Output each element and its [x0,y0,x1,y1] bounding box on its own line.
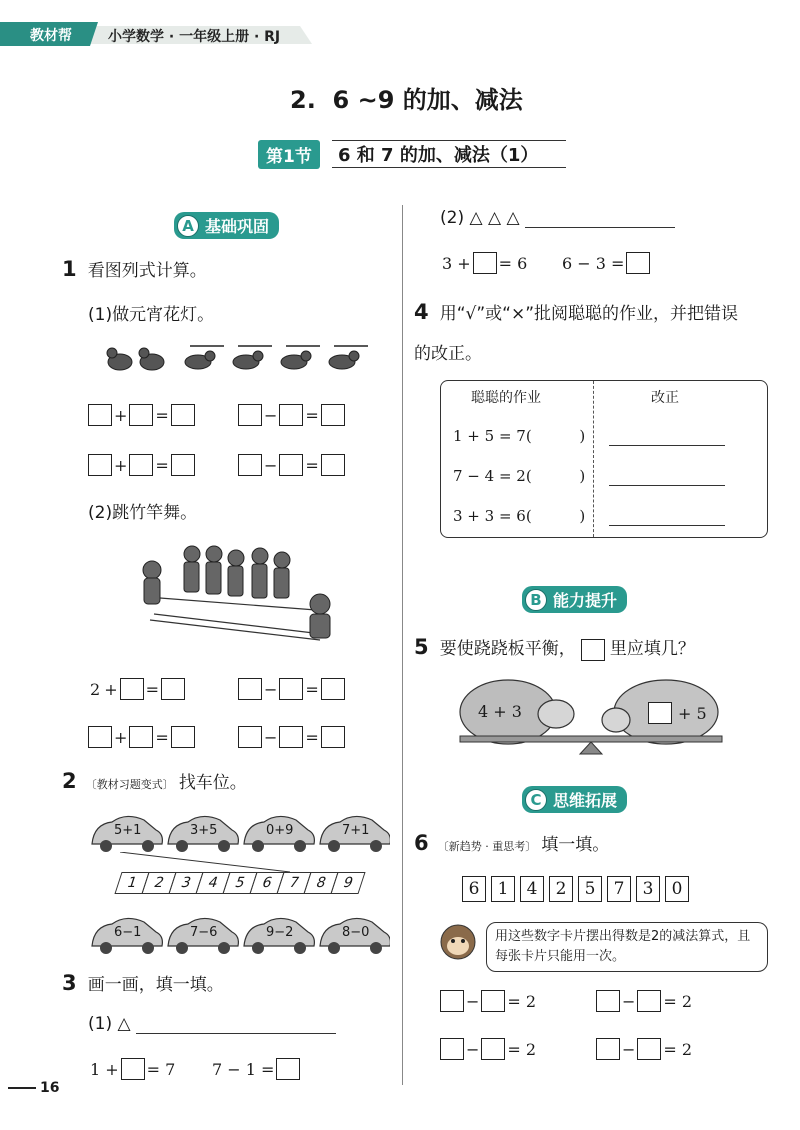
answer-box[interactable] [321,678,345,700]
q1-text: 看图列式计算。 [87,261,207,281]
table-row[interactable]: 1 + 5 = 7( ) [453,427,586,445]
number-card[interactable]: 2 [549,876,573,902]
question-4 [414,294,754,374]
car-label: 0+9 [266,823,294,838]
answer-box[interactable] [121,1058,145,1080]
q1-eq8: − = [238,726,345,748]
homework-table [440,380,768,538]
number-card[interactable]: 5 [578,876,602,902]
answer-box[interactable] [120,678,144,700]
q5-number: 5 [414,635,429,659]
correction-line[interactable] [609,445,725,446]
q6-tag: 〔新趋势 · 重思考〕 [437,840,537,853]
number-card[interactable]: 3 [636,876,660,902]
book-subtitle: 小学数学 · 一年级上册 · RJ [108,29,281,45]
car-label: 6−1 [114,925,142,940]
seesaw-right-expr: + 5 [678,704,707,723]
badge-ability: B 能力提升 [522,586,627,613]
number-card[interactable]: 0 [665,876,689,902]
parking-space[interactable]: 6 [249,872,284,894]
correction-line[interactable] [609,525,725,526]
q4-text: 用“√”或“×”批阅聪聪的作业，并把错误的改正。 [414,304,739,364]
q5-text-a: 要使跷跷板平衡， [439,639,576,659]
monkey-icon [436,920,480,964]
q3-part1: (1) △ [88,1014,336,1034]
q3-eq1: 1 + = 7 [90,1059,176,1079]
hint-bubble: 用这些数字卡片摆出得数是2的减法算式，且每张卡片只能用一次。 [486,922,768,972]
parking-space[interactable]: 4 [195,872,230,894]
car-label: 7+1 [342,823,370,838]
answer-box[interactable] [238,678,262,700]
q3-eq4: 6 − 3 = [560,252,650,274]
q3-text: 画一画，填一填。 [87,975,224,995]
parking-space[interactable]: 8 [303,872,338,894]
section-title: 6 和 7 的加、减法（1） [332,140,566,168]
answer-box[interactable] [171,404,195,426]
answer-box[interactable] [279,726,303,748]
table-header-homework: 聪聪的作业 [471,390,541,406]
question-6 [414,830,609,855]
page-number: 16 [8,1080,59,1096]
answer-box[interactable] [440,990,464,1012]
answer-box[interactable] [481,990,505,1012]
q1-part1-label: (1)做元宵花灯。 [88,305,215,325]
number-card[interactable]: 1 [491,876,515,902]
drawing-line[interactable] [136,1015,336,1034]
q2-number: 2 [62,769,77,793]
answer-box[interactable] [88,404,112,426]
answer-box[interactable] [596,990,620,1012]
answer-box[interactable] [321,454,345,476]
q6-eq1: − = 2 [440,990,538,1012]
answer-box[interactable] [440,1038,464,1060]
badge-thinking: C 思维拓展 [522,786,627,813]
correction-line[interactable] [609,485,725,486]
question-2 [62,768,247,793]
answer-box[interactable] [88,454,112,476]
parking-space[interactable]: 3 [168,872,203,894]
answer-box[interactable] [626,252,650,274]
number-cards [462,876,694,902]
seesaw-left-expr: 4 + 3 [478,702,522,721]
car-label: 5+1 [114,823,142,838]
car-label: 8−0 [342,925,370,940]
brand-label: 教材帮 [30,28,72,44]
table-row[interactable]: 7 − 4 = 2( ) [453,467,586,485]
answer-box[interactable] [321,726,345,748]
q3-eq3: 3 + = 6 [442,253,528,273]
chapter-title: 2. 6 ~9 的加、减法 [290,86,523,114]
answer-box[interactable] [129,726,153,748]
answer-box[interactable] [473,252,497,274]
question-1 [62,256,207,281]
q6-eq2: − = 2 [596,990,694,1012]
header-bar [0,22,320,48]
answer-box[interactable] [637,990,661,1012]
q4-number: 4 [414,300,429,324]
parking-space[interactable]: 7 [276,872,311,894]
answer-box[interactable] [171,454,195,476]
cars-bottom-row [90,912,390,956]
answer-box[interactable] [238,454,262,476]
answer-box[interactable] [481,1038,505,1060]
answer-box[interactable] [129,404,153,426]
answer-box[interactable] [238,404,262,426]
q1-eq1: + = [88,404,195,426]
q6-text: 填一填。 [541,835,610,855]
question-3 [62,970,224,995]
q3-eq2: 7 − 1 = [210,1058,300,1080]
section-header [248,138,570,168]
q1-eq7: + = [88,726,195,748]
answer-box[interactable] [279,678,303,700]
answer-box[interactable] [581,639,605,661]
table-header-correction: 改正 [651,390,679,406]
question-5 [414,634,695,661]
q6-number: 6 [414,831,429,855]
q1-eq5: 2 + = [88,678,185,700]
answer-box[interactable] [171,726,195,748]
number-card[interactable]: 4 [520,876,544,902]
number-card[interactable]: 6 [462,876,486,902]
answer-box[interactable] [276,1058,300,1080]
connector-line [120,852,300,874]
seesaw-illustration [456,674,726,760]
parking-spaces [118,872,362,894]
answer-box[interactable] [88,726,112,748]
bamboo-dance-illustration [130,540,350,650]
q1-eq2: − = [238,404,345,426]
parking-space[interactable]: 2 [141,872,176,894]
parking-space[interactable]: 5 [222,872,257,894]
column-divider [402,205,403,1085]
drawing-line[interactable] [525,209,675,228]
answer-box[interactable] [279,404,303,426]
answer-box[interactable] [279,454,303,476]
lantern-birds-illustration [100,340,380,380]
answer-box[interactable] [129,454,153,476]
answer-box[interactable] [161,678,185,700]
badge-basic: A 基础巩固 [174,212,279,239]
q6-eq3: − = 2 [440,1038,538,1060]
cars-top-row [90,810,390,854]
parking-space[interactable]: 1 [114,872,149,894]
q1-eq3: + = [88,454,195,476]
answer-box[interactable] [596,1038,620,1060]
q1-eq6: − = [238,678,345,700]
q1-part2-label: (2)跳竹竿舞。 [88,503,198,523]
number-card[interactable]: 7 [607,876,631,902]
q2-tag: 〔教材习题变式〕 [85,778,174,791]
parking-space[interactable]: 9 [330,872,365,894]
q3-number: 3 [62,971,77,995]
q5-text-b: 里应填几？ [609,639,695,659]
q3-part2: (2) △ △ △ [440,208,675,228]
answer-box[interactable] [637,1038,661,1060]
table-row[interactable]: 3 + 3 = 6( ) [453,507,586,525]
answer-box[interactable] [321,404,345,426]
car-label: 3+5 [190,823,218,838]
q6-eq4: − = 2 [596,1038,694,1060]
answer-box[interactable] [238,726,262,748]
car-label: 7−6 [190,925,218,940]
section-label: 第1节 [258,140,320,169]
q1-number: 1 [62,257,77,281]
q1-eq4: − = [238,454,345,476]
answer-box[interactable] [648,702,672,724]
q2-text: 找车位。 [178,773,247,793]
car-label: 9−2 [266,925,294,940]
